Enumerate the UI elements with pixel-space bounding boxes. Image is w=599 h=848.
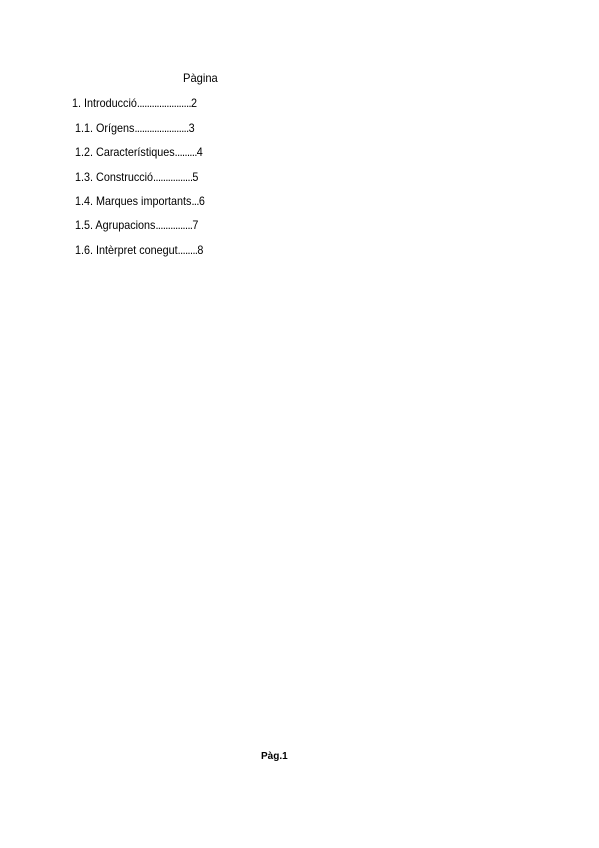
toc-entry-leader: ......................	[136, 96, 191, 110]
toc-entry-title: Introducció	[84, 96, 137, 110]
toc-entry	[75, 193, 309, 209]
toc-entry-number: 1.1.	[75, 121, 94, 135]
toc-entry-page: 5	[192, 170, 199, 184]
toc-entry	[75, 242, 309, 258]
toc-entry	[75, 217, 309, 233]
toc-entry-title: Agrupacions	[95, 218, 156, 232]
toc-entry-page: 6	[198, 194, 205, 208]
toc-heading: Pàgina	[183, 71, 218, 85]
toc-entry-page: 8	[197, 243, 204, 257]
page-number-footer: Pàg.1	[261, 751, 288, 762]
toc-entry-title: Marques importants	[96, 194, 192, 208]
toc-entry-page: 2	[190, 96, 198, 110]
toc-entry	[75, 144, 309, 160]
toc-entry-title: Intèrpret conegut	[96, 243, 178, 257]
toc-entry	[72, 95, 306, 111]
toc-entry-leader: .........	[174, 145, 197, 159]
toc-entry-number: 1.2.	[75, 145, 94, 159]
toc-entry-number: 1.3.	[75, 170, 94, 184]
toc-entry-leader: ...............	[155, 218, 193, 232]
toc-entry-leader: ...	[191, 194, 199, 208]
toc-entry-title: Característiques	[96, 145, 175, 159]
toc-entry	[75, 120, 309, 136]
toc-entry-leader: ........	[177, 243, 198, 257]
toc-entry-number: 1.5.	[75, 218, 94, 232]
toc-entry-number: 1.6.	[75, 243, 94, 257]
toc-entry-page: 7	[192, 218, 199, 232]
toc-entry-title: Orígens	[96, 121, 135, 135]
toc-entry-leader: ......................	[134, 121, 189, 135]
toc-entry	[75, 169, 309, 185]
toc-entry-leader: ................	[153, 170, 193, 184]
toc-entry-title: Construcció	[96, 170, 154, 184]
toc-entry-number: 1.4.	[75, 194, 94, 208]
toc-entry-page: 3	[188, 121, 195, 135]
toc-entry-page: 4	[196, 145, 203, 159]
toc-entry-number: 1.	[72, 96, 82, 110]
